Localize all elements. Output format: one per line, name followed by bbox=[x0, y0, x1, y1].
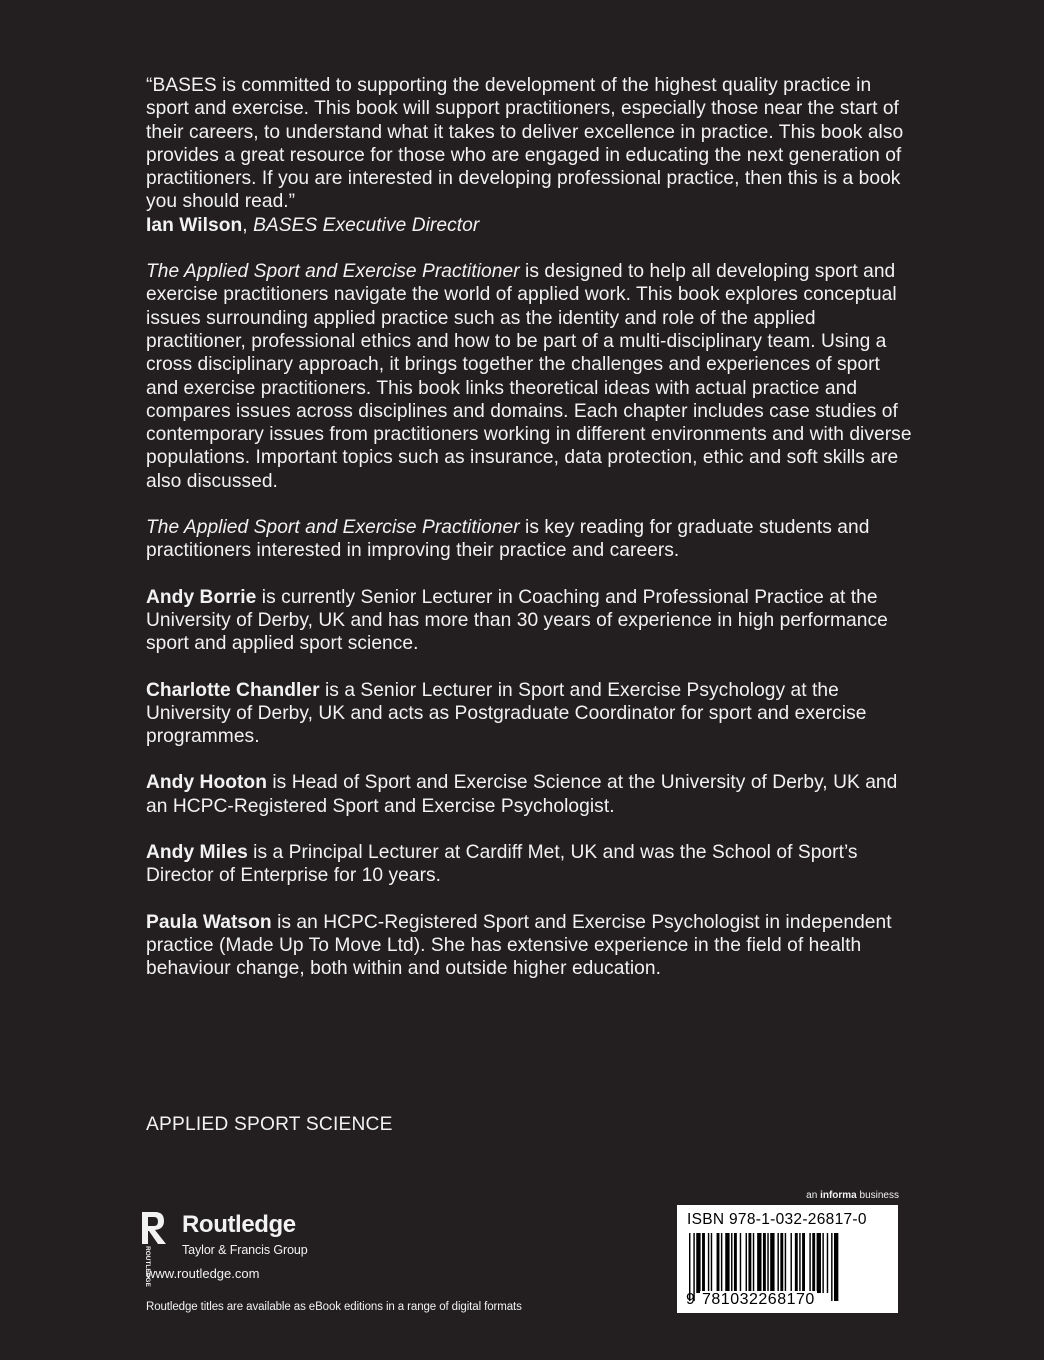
audience-body: is key reading for graduate students and practitioners interested in improving their practice and careers. bbox=[146, 517, 870, 562]
author-name: Andy Hooton bbox=[146, 772, 267, 794]
barcode-bar bbox=[780, 1233, 783, 1293]
barcode-bar bbox=[802, 1233, 805, 1293]
informa-tagline: an informa business bbox=[806, 1190, 899, 1201]
back-cover-text bbox=[146, 74, 916, 981]
barcode-bar bbox=[717, 1233, 720, 1293]
barcode-bar bbox=[731, 1233, 732, 1293]
ebook-note: Routledge titles are available as eBook editions in a range of digital formats bbox=[146, 1301, 522, 1313]
barcode-bar bbox=[721, 1233, 722, 1293]
book-description bbox=[146, 260, 916, 493]
author-name: Andy Borrie bbox=[146, 586, 257, 608]
quote-role: BASES Executive Director bbox=[253, 214, 480, 236]
author-bio: Andy Miles is a Principal Lecturer at Cardiff Met, UK and was the School of Sport’s Director of Enterprise for 10 years. bbox=[146, 842, 858, 887]
barcode-bar bbox=[725, 1233, 729, 1293]
barcode-bar bbox=[702, 1233, 705, 1293]
barcode-bar bbox=[799, 1233, 800, 1293]
routledge-logo-icon bbox=[140, 1210, 170, 1287]
quote-author: Ian Wilson bbox=[146, 214, 243, 236]
barcode-bar bbox=[795, 1233, 798, 1293]
barcode-bar bbox=[817, 1233, 821, 1293]
book-title: The Applied Sport and Exercise Practitioner bbox=[146, 517, 520, 539]
publisher-group: Taylor & Francis Group bbox=[182, 1243, 308, 1257]
barcode-bar bbox=[822, 1233, 823, 1293]
audience-statement bbox=[146, 516, 916, 563]
barcode-bar bbox=[753, 1233, 754, 1293]
barcode-bar bbox=[834, 1233, 838, 1301]
barcode-bar bbox=[734, 1233, 737, 1293]
barcode-bar bbox=[831, 1233, 832, 1301]
author-bio: Andy Hooton is Head of Sport and Exercise Science at the University of Derby, UK and an HCPC-Registered Sport and Exercise Psychologist. bbox=[146, 772, 898, 817]
barcode-bar bbox=[791, 1233, 792, 1293]
barcode-bar bbox=[757, 1233, 761, 1293]
barcode-bar bbox=[777, 1233, 778, 1293]
barcode-bar bbox=[812, 1233, 815, 1293]
svg-text:ROUTLEDGE: ROUTLEDGE bbox=[144, 1246, 151, 1287]
author-name: Paula Watson bbox=[146, 911, 272, 933]
quote-text: “BASES is committed to supporting the development of the highest quality practice in sport and exercise. This book will support practitioners, especially those near the start of their careers, to understand what it takes to deliver excellence in practice. This book also provides a great resource for those who are engaged in educating the next generation of practitioners. If you are interested in developing professional practice, then this is a book you should read.” bbox=[146, 75, 904, 213]
isbn-barcode: ISBN 978-1-032-26817-0 9 781032268170 bbox=[677, 1205, 898, 1313]
barcode-bar bbox=[696, 1233, 700, 1293]
subject-category: APPLIED SPORT SCIENCE bbox=[146, 1114, 393, 1135]
publisher-name: Routledge bbox=[182, 1211, 296, 1238]
barcode-bar bbox=[711, 1233, 712, 1293]
author-bio: Paula Watson is an HCPC-Registered Sport and Exercise Psychologist in independent practice (Made Up To Move Ltd). She has extensive experience in the field of health behaviour change, both within and outside higher education. bbox=[146, 911, 892, 980]
barcode-bar bbox=[740, 1233, 741, 1293]
description-body: is designed to help all developing sport and exercise practitioners navigate the world of applied work. This book explores conceptual issues surrounding applied practice such as the identity and role of the applied practitioner, professional ethics and how to be part of a multi-disciplinary team. Using a cross disciplinary approach, it brings together the challenges and experiences of sport and exercise practitioners. This book links theoretical ideas with actual practice and compares issues across disciplines and domains. Each chapter includes case studies of contemporary issues from practitioners working in different environments and with diverse populations. Important topics such as insurance, data protection, ethic and soft skills are also discussed. bbox=[146, 261, 912, 492]
barcode-bar bbox=[827, 1233, 828, 1293]
endorsement-quote: “BASES is committed to supporting the development of the highest quality practice in sport and exercise. This book will support practitioners, especially those near the start of their careers, to understand what it takes to deliver excellence in practice. This book also provides a great resource for those who are engaged in educating the next generation of practitioners. If you are interested in developing professional practice, then this is a book you should read.” Ian Wilson, BASES Executive Director bbox=[146, 75, 904, 236]
barcode-bar bbox=[746, 1233, 747, 1293]
isbn-label: ISBN 978-1-032-26817-0 bbox=[687, 1211, 867, 1228]
barcode-bar bbox=[785, 1233, 786, 1293]
author-bio: Andy Borrie is currently Senior Lecturer in Coaching and Professional Practice at the University of Derby, UK and has more than 30 years of experience in high performance sport and applied sport science. bbox=[146, 586, 888, 655]
barcode-bar bbox=[809, 1233, 810, 1293]
author-bio: Charlotte Chandler is a Senior Lecturer in Sport and Exercise Psychology at the University of Derby, UK and acts as Postgraduate Coordinator for sport and exercise programmes. bbox=[146, 679, 867, 748]
barcode-bar bbox=[708, 1233, 709, 1293]
author-name: Charlotte Chandler bbox=[146, 679, 320, 701]
book-title: The Applied Sport and Exercise Practitioner bbox=[146, 261, 520, 283]
barcode-bar bbox=[748, 1233, 751, 1293]
publisher-website: www.routledge.com bbox=[146, 1266, 260, 1281]
author-name: Andy Miles bbox=[146, 842, 248, 864]
barcode-bar bbox=[770, 1233, 774, 1293]
